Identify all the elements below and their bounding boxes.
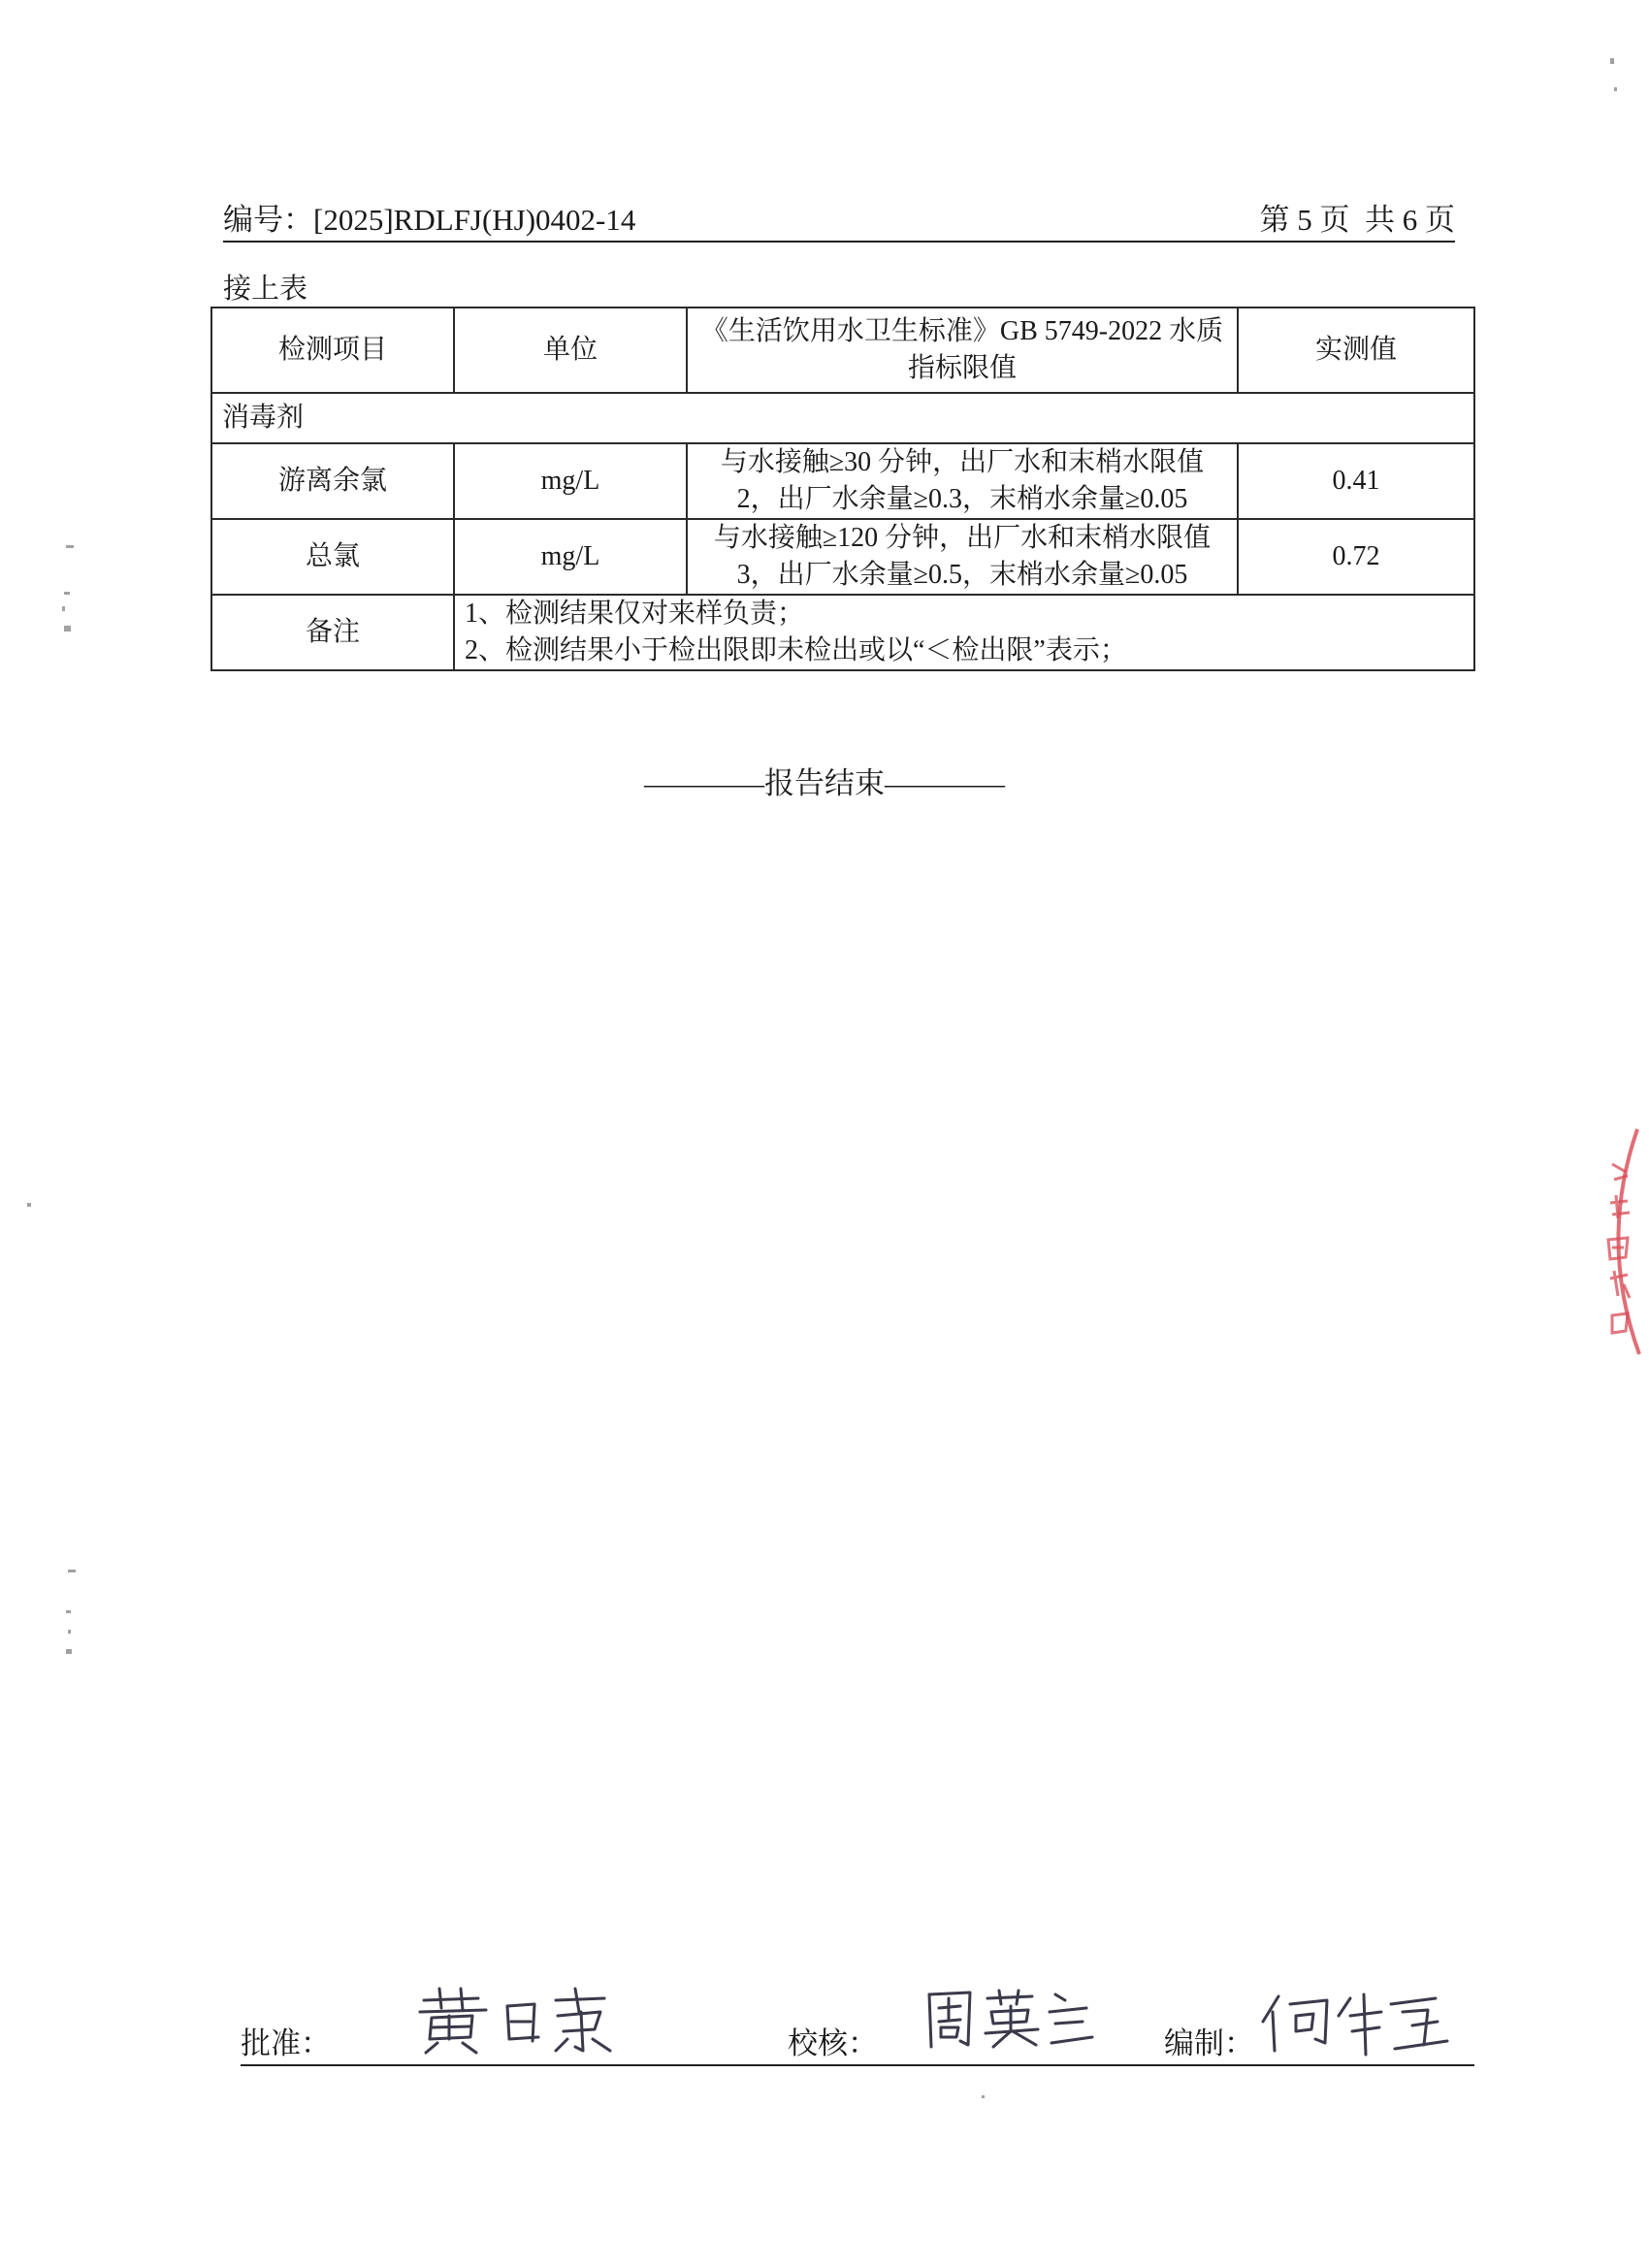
limit-line: 3，出厂水余量≥0.5，末梢水余量≥0.05 [736, 560, 1188, 590]
approve-signature [410, 1983, 643, 2057]
review-label: 校核： [788, 2026, 878, 2060]
item-value: 0.41 [1238, 443, 1474, 519]
page-indicator [1260, 195, 1456, 239]
item-limit [687, 519, 1238, 595]
signature-row [241, 1998, 1474, 2066]
results-table [210, 307, 1475, 671]
approve-label: 批准： [241, 2026, 331, 2060]
notes-content [454, 595, 1474, 670]
limit-line: 与水接触≥30 分钟，出厂水和末梢水限值 [720, 447, 1205, 477]
official-seal-fragment [1579, 1125, 1649, 1358]
compile-label: 编制： [1164, 2026, 1254, 2060]
item-name: 游离余氯 [211, 443, 454, 519]
review-signature [920, 1987, 1104, 2055]
limit-line: 与水接触≥120 分钟，出厂水和末梢水限值 [713, 523, 1212, 553]
table-header-row [211, 308, 1474, 393]
item-value: 0.72 [1238, 519, 1474, 595]
column-header-limit: 《生活饮用水卫生标准》GB 5749-2022 水质指标限值 [687, 308, 1238, 393]
notes-row [211, 595, 1474, 670]
table-row [211, 519, 1474, 595]
column-header-value: 实测值 [1238, 308, 1474, 393]
continued-label: 接上表 [223, 274, 308, 305]
limit-line: 2，出厂水余量≥0.3，末梢水余量≥0.05 [736, 484, 1188, 514]
compile-signature [1257, 1987, 1451, 2060]
category-row [211, 393, 1474, 443]
note-line: 1、检测结果仅对来样负责； [465, 599, 805, 629]
signature-underline [241, 2064, 1474, 2066]
column-header-unit: 单位 [454, 308, 687, 393]
item-unit: mg/L [454, 519, 687, 595]
note-line: 2、检测结果小于检出限即未检出或以“＜检出限”表示； [465, 635, 1127, 665]
report-end-marker: ————报告结束———— [644, 766, 1005, 800]
notes-label: 备注 [211, 595, 454, 670]
category-label: 消毒剂 [211, 393, 1474, 443]
page-current: 第 5 页 [1259, 203, 1350, 237]
item-unit: mg/L [454, 443, 687, 519]
page-header [223, 194, 1455, 243]
item-name: 总氯 [211, 519, 454, 595]
column-header-item: 检测项目 [211, 308, 454, 393]
page-total: 共 6 页 [1365, 203, 1455, 237]
document-number: 编号：[2025]RDLFJ(HJ)0402-14 [223, 203, 636, 237]
table-row [211, 443, 1474, 519]
item-limit [687, 443, 1238, 519]
